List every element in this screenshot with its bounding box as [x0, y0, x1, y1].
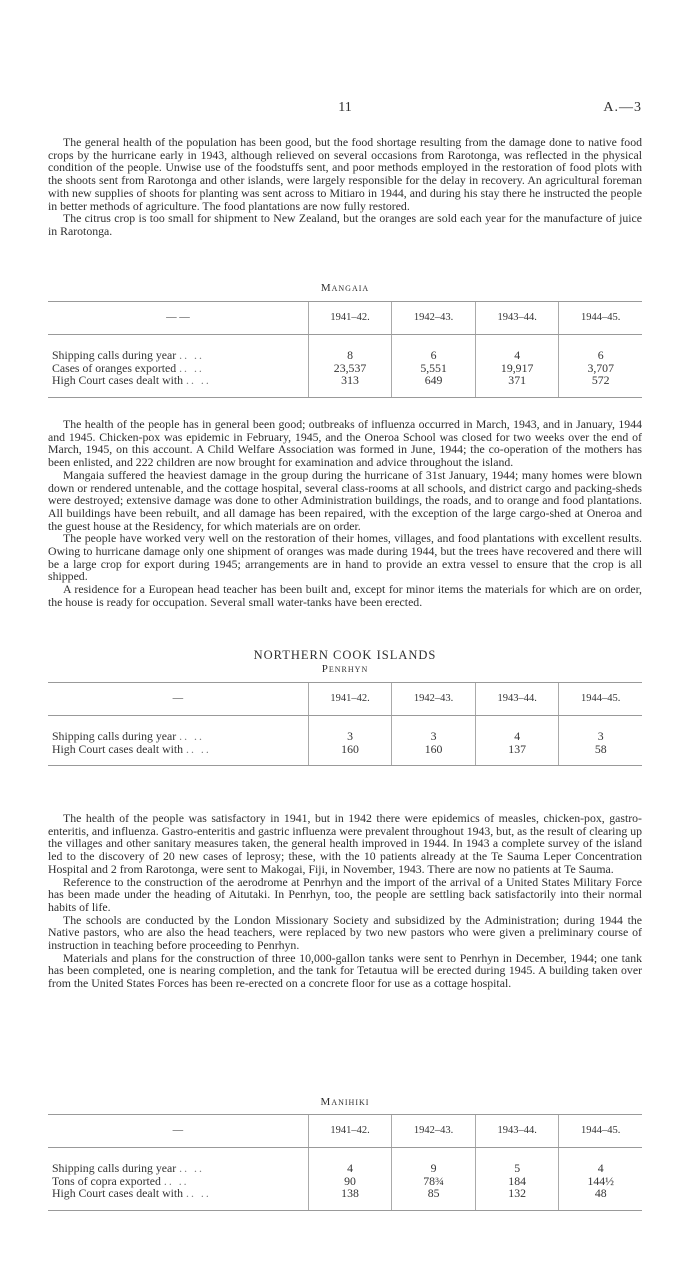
column-header: 1943–44.	[475, 302, 559, 335]
table-cell: 371	[475, 374, 559, 397]
column-header: 1942–43.	[392, 1115, 476, 1148]
table-cell: 85	[392, 1187, 476, 1210]
column-header: 1944–45.	[559, 1115, 642, 1148]
column-header: 1943–44.	[475, 1115, 559, 1148]
table-cell: 90	[308, 1175, 392, 1188]
penrhyn-section	[48, 648, 642, 766]
table-cell: 3	[392, 716, 476, 743]
table-cell: 160	[308, 743, 392, 766]
table-cell: 138	[308, 1187, 392, 1210]
manihiki-table	[48, 1114, 642, 1211]
table-cell: 160	[392, 743, 476, 766]
mangaia-section	[48, 282, 642, 398]
column-header: 1941–42.	[308, 302, 392, 335]
row-label: Shipping calls during year	[52, 729, 177, 743]
table-cell: 5,551	[392, 362, 476, 375]
table-cell: 184	[475, 1175, 559, 1188]
page-header	[48, 100, 642, 116]
column-header: 1942–43.	[392, 302, 476, 335]
paragraph: Reference to the construction of the aerodrome at Penrhyn and the import of the arrival of a United States Military Force has been made under the heading of Aitutaki. In Penrhyn, too, the people are settling back satisfactorily into their normal habits of life.	[48, 874, 642, 914]
paragraph: The health of the people has in general been good; outbreaks of influenza occurred in March, 1943, and in January, 1944 and 1945. Chicken-pox was epidemic in February, 1945, and the Oneroa School was closed for two weeks over the end of March, 1945, on this account. A Child Welfare Association was formed in June, 1944; the co-operation of the mothers has been enlisted, and 222 children are now brought for examination and advice throughout the island.	[48, 417, 642, 470]
section-subtitle: Mangaia	[320, 282, 370, 294]
manihiki-section	[48, 1096, 642, 1211]
table-row: Tons of copra exported .. .. 90 78¾ 184 144½	[48, 1175, 642, 1188]
table-cell: 48	[559, 1187, 642, 1210]
column-header: 1943–44.	[475, 683, 559, 716]
table-cell: 58	[559, 743, 642, 766]
table-cell: 3,707	[559, 362, 642, 375]
table-cell: 78¾	[392, 1175, 476, 1188]
section-subtitle: Penrhyn	[321, 663, 369, 675]
penrhyn-text	[48, 812, 642, 990]
table-cell: 4	[308, 1148, 392, 1175]
row-label: Tons of copra exported	[52, 1173, 161, 1188]
table-cell: 8	[308, 335, 392, 362]
mangaia-table	[48, 301, 642, 398]
paragraph: Materials and plans for the construction of three 10,000-gallon tanks were sent to Penrhyn in December, 1944; one tank has been completed, one is nearing completion, and the tank for Tetautua will be erected during 1945. A building taken over from the United States Forces has been re-erected on a concrete floor for use as a cottage hospital.	[48, 950, 642, 991]
table-corner: — —	[48, 302, 308, 335]
table-row: Shipping calls during year .. .. 8 6 4 6	[48, 335, 642, 362]
table-row: High Court cases dealt with .. .. 313 649 371 572	[48, 374, 642, 397]
paragraph: Mangaia suffered the heaviest damage in the group during the hurricane of 31st January, 1944; many homes were blown down or rendered untenable, and the cottage hospital, several class-rooms at all schools, and district cargo and packing-sheds were destroyed; extensive damage was done to other Administration buildings, the roads, and to orange and food plantations. All buildings have been rebuilt, and all damage has been repaired, with the exception of the large cargo-shed at Oneroa and the guest house at the Residency, for which materials are on order.	[48, 467, 642, 533]
paragraph: The people have worked very well on the restoration of their homes, villages, and food plantations with excellent results. Owing to hurricane damage only one shipment of oranges was made during 1944, but the trees have recovered and there will be a large crop for export during 1945; arrangements are in hand to provide an extra vessel to ensure that the crop is all shipped.	[48, 531, 642, 584]
mangaia-text	[48, 418, 642, 609]
page-number: 11	[338, 100, 352, 115]
table-cell: 137	[475, 743, 559, 766]
row-label: Shipping calls during year	[52, 348, 177, 362]
table-cell: 19,917	[475, 362, 559, 375]
table-cell: 4	[475, 335, 559, 362]
section-subtitle: Manihiki	[320, 1096, 370, 1108]
table-cell: 572	[559, 374, 642, 397]
table-cell: 5	[475, 1148, 559, 1175]
column-header: 1944–45.	[559, 683, 642, 716]
table-row: Cases of oranges exported .. .. 23,537 5,551 19,917 3,707	[48, 362, 642, 375]
table-cell: 4	[559, 1148, 642, 1175]
table-corner: —	[48, 683, 308, 716]
table-cell: 6	[559, 335, 642, 362]
column-header: 1944–45.	[559, 302, 642, 335]
column-header: 1942–43.	[392, 683, 476, 716]
table-row: High Court cases dealt with .. .. 138 85 132 48	[48, 1187, 642, 1210]
table-row: High Court cases dealt with .. .. 160 160 137 58	[48, 743, 642, 766]
table-corner: —	[48, 1115, 308, 1148]
intro-section	[48, 136, 642, 238]
table-cell: 649	[392, 374, 476, 397]
column-header: 1941–42.	[308, 1115, 392, 1148]
paragraph: The health of the people was satisfactory in 1941, but in 1942 there were epidemics of measles, chicken-pox, gastro-enteritis, and influenza. Gastro-enteritis and gastric influenza were prevalent throughout 1943, but, as the result of clearing up the villages and other sanitary measures taken, the general health improved in 1944. In 1943 a complete survey of the island led to the discovery of 20 new cases of leprosy; these, with the 10 patients already at the Te Sauma Leper Concentration Hospital and 2 from Rarotonga, were sent to Makogai, Fiji, in November, 1943. There are now no patients at Te Sauma.	[48, 811, 642, 876]
document-reference: A.—3	[603, 100, 642, 115]
table-cell: 3	[308, 716, 392, 743]
paragraph: The schools are conducted by the London Missionary Society and subsidized by the Administration; during 1944 the Native pastors, who are also the head teachers, were replaced by two new pastors who were given a preliminary course of instruction in teaching before proceeding to Penrhyn.	[48, 912, 642, 953]
table-cell: 6	[392, 335, 476, 362]
table-cell: 9	[392, 1148, 476, 1175]
table-row: Shipping calls during year .. .. 3 3 4 3	[48, 716, 642, 743]
table-cell: 3	[559, 716, 642, 743]
table-cell: 144½	[559, 1175, 642, 1188]
table-cell: 4	[475, 716, 559, 743]
paragraph: A residence for a European head teacher has been built and, except for minor items the materials for which are on order, the house is ready for occupation. Several small water-tanks have been erected.	[48, 582, 642, 609]
paragraph: The general health of the population has been good, but the food shortage resulting from the damage done to native food crops by the hurricane early in 1943, although relieved on several occasions from Rarotonga, was reflected in the physical condition of the people. Unwise use of the foodstuffs sent, and poor methods employed in the restoration of food plots with the shoots sent from Rarotonga and other islands, were largely responsible for the delay in recovery. An agricultural foreman with new supplies of shoots for planting was sent across to Mitiaro in 1944, and during his stay there he instructed the people in better methods of agriculture. The food plantations are now fully restored.	[48, 135, 642, 213]
table-cell: 23,537	[308, 362, 392, 375]
table-row: Shipping calls during year .. .. 4 9 5 4	[48, 1148, 642, 1175]
column-header: 1941–42.	[308, 683, 392, 716]
penrhyn-table	[48, 682, 642, 766]
paragraph: The citrus crop is too small for shipment to New Zealand, but the oranges are sold each year for the manufacture of juice in Rarotonga.	[48, 211, 642, 238]
row-label: High Court cases dealt with	[52, 1186, 184, 1201]
row-label: Shipping calls during year	[52, 1161, 177, 1175]
row-label: Cases of oranges exported	[52, 360, 177, 375]
section-title: NORTHERN COOK ISLANDS	[253, 648, 437, 662]
row-label: High Court cases dealt with	[52, 373, 184, 388]
table-cell: 313	[308, 374, 392, 397]
table-cell: 132	[475, 1187, 559, 1210]
row-label: High Court cases dealt with	[52, 741, 184, 756]
